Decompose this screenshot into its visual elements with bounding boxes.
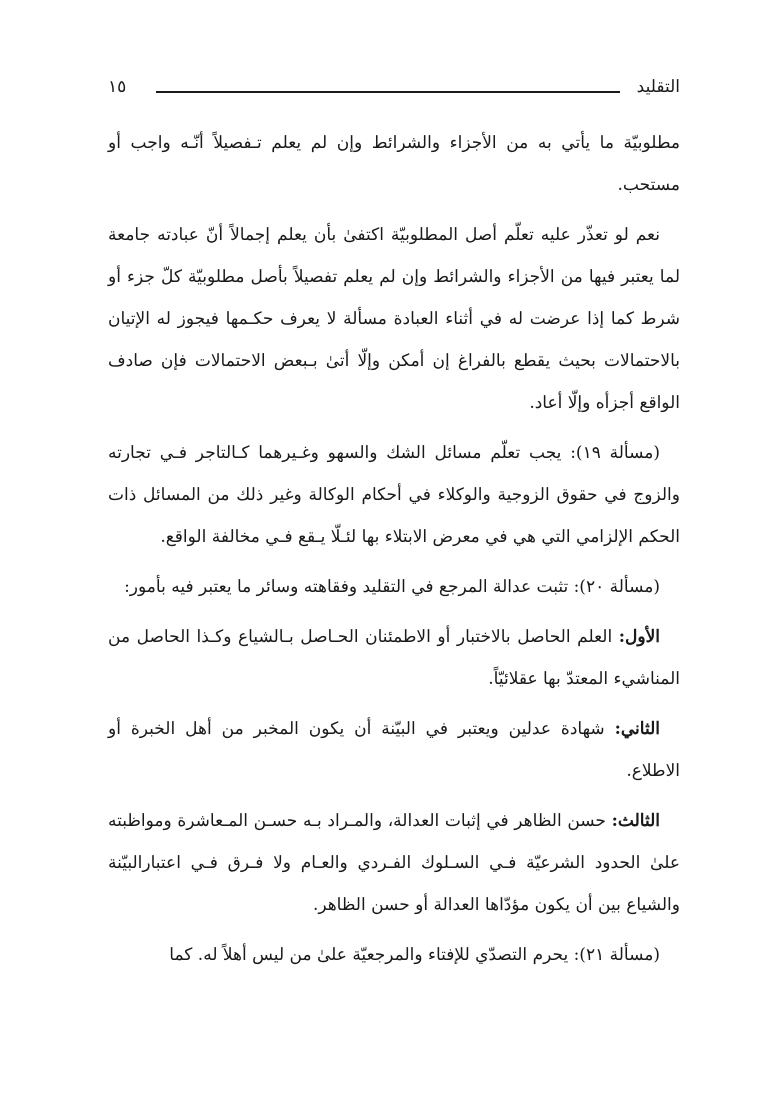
paragraph-lead: الثاني: (614, 719, 660, 739)
issue-20-paragraph (108, 566, 680, 608)
running-header (108, 74, 680, 104)
paragraph-text: مطلوبيّة ما يأتي به من الأجزاء والشرائط وإن لم يعلم تـفصيلاً أنّـه واجب أو مستحب. (108, 133, 680, 195)
issue-21-paragraph (108, 934, 680, 976)
paragraph-text: حسن الظاهر في إثبات العدالة، والمـراد بـه حسـن المـعاشرة ومواظبته علىٰ الحدود الشرعيّة فـي السـلوك الفـردي والعـام ولا فـرق فـي اعتبارالبيّنة والشياع بين أن يكون مؤدّاها العدالة أو حسن الظاهر. (108, 811, 680, 915)
first-method-paragraph (108, 616, 680, 700)
paragraph-text: (مسألة ٢١): يحرم التصدّي للإفتاء والمرجعيّة علىٰ من ليس أهلاً له. كما (169, 945, 660, 965)
paragraph (108, 122, 680, 206)
second-method-paragraph (108, 708, 680, 792)
running-header-title: التقليد (636, 77, 680, 97)
paragraph-lead: الأول: (618, 627, 660, 647)
paragraph-text: نعم لو تعذّر عليه تعلّم أصل المطلوبيّة اكتفىٰ بأن يعلم إجمالاً أنّ عبادته جامعة لما يعتبر فيها من الأجزاء والشرائط وإن لم يعلم تفصيلاً بأصل مطلوبيّة كلّ جزء أو شرط كما إذا عرضت له في أثناء العبادة مسألة لا يعرف حكـمها فيجوز له الإتيان بالاحتمالات بحيث يقطع بالفراغ إن أمكن وإلّا أتىٰ بـبعض الاحتمالات فإن صادف الواقع أجزأه وإلّا أعاد. (108, 225, 680, 413)
third-method-paragraph (108, 800, 680, 926)
paragraph-text: العلم الحاصل بالاختبار أو الاطمئنان الحـاصل بـالشياع وكـذا الحاصل من المناشيء المعتدّ بها عقلائيّاً. (108, 627, 680, 689)
paragraph-text: شهادة عدلين ويعتبر في البيّنة أن يكون المخبر من أهل الخبرة أو الاطلاع. (108, 719, 680, 781)
header-rule (156, 91, 620, 93)
page-number: ١٥ (108, 77, 127, 97)
paragraph-lead: الثالث: (611, 811, 660, 831)
paragraph (108, 214, 680, 424)
body-text (108, 122, 680, 984)
paragraph-text: (مسألة ١٩): يجب تعلّم مسائل الشك والسهو وغـيرهما كـالتاجر فـي تجارته والزوج في حقوق الزوجية والوكلاء في أحكام الوكالة وغير ذلك من المسائل ذات الحكم الإلزامي التي هي في معرض الابتلاء بها لئـلّا يـقع فـي مخالفة الواقع. (108, 443, 680, 547)
issue-19-paragraph (108, 432, 680, 558)
paragraph-text: (مسألة ٢٠): تثبت عدالة المرجع في التقليد وفقاهته وسائر ما يعتبر فيه بأمور: (124, 577, 660, 597)
